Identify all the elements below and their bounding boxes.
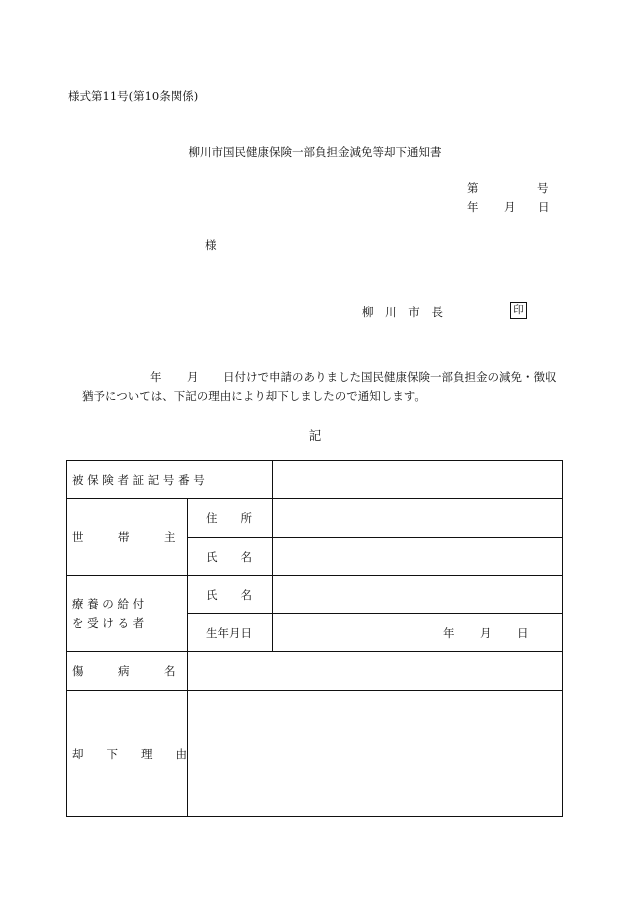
householder-name-label (206, 538, 272, 575)
issue-month: 月 (504, 200, 516, 214)
beneficiary-label-line2: を 受 け る 者 (72, 615, 145, 630)
issue-date (467, 199, 550, 215)
addressee-honorific: 様 (205, 238, 217, 252)
body-month: 月 (187, 370, 199, 384)
insured-id-value (273, 461, 562, 498)
disease-value (188, 652, 562, 690)
birth-day: 日 (517, 625, 529, 640)
document-number (467, 180, 549, 196)
birth-year: 年 (443, 625, 455, 640)
body-year: 年 (150, 370, 162, 384)
householder-name-value (273, 538, 562, 575)
address-label (206, 499, 272, 537)
issue-day: 日 (538, 200, 550, 214)
reason-label-text: 却 下 理 由 (72, 746, 187, 761)
address-label-text: 住 所 (206, 511, 252, 525)
beneficiary-name-label-text: 氏 名 (206, 587, 252, 602)
reason-value (188, 691, 562, 816)
beneficiary-name-label (206, 576, 272, 613)
issuer-name: 柳 川 市 長 (362, 305, 447, 319)
disease-label-text: 傷 病 名 (72, 664, 176, 678)
details-table (66, 460, 563, 817)
address-value (273, 499, 562, 537)
birthdate-value (273, 614, 562, 651)
body-line-1 (150, 369, 557, 385)
number-prefix: 第 (467, 181, 479, 195)
beneficiary-label (72, 576, 187, 651)
insured-id-label (72, 461, 272, 498)
seal-mark: 印 (510, 302, 527, 319)
body-line-2: 猶予については、下記の理由により却下しましたので通知します。 (82, 389, 426, 403)
issue-year: 年 (467, 200, 479, 214)
householder-name-label-text: 氏 名 (206, 549, 252, 564)
body-line-1-text: 日付けで申請のありました国民健康保険一部負担金の減免・徴収 (223, 370, 557, 384)
householder-label-text: 世 帯 主 (72, 530, 176, 544)
birthdate-label-text: 生年月日 (206, 625, 252, 640)
birthdate-label (206, 614, 272, 651)
document-title: 柳川市国民健康保険一部負担金減免等却下通知書 (188, 145, 442, 159)
table-border-bottom (66, 816, 563, 817)
beneficiary-name-value (273, 576, 562, 613)
number-suffix: 号 (537, 181, 549, 195)
beneficiary-label-line1: 療 養 の 給 付 (72, 596, 145, 611)
ki-heading: 記 (308, 428, 322, 443)
birth-month: 月 (480, 625, 492, 640)
form-number: 様式第11号(第10条関係) (68, 89, 199, 103)
table-border-left (66, 460, 67, 817)
table-border-right (562, 460, 563, 817)
disease-label (72, 652, 187, 690)
householder-label (72, 499, 187, 575)
insured-id-label-text: 被 保 険 者 証 記 号 番 号 (72, 472, 205, 487)
reason-label (72, 691, 187, 816)
